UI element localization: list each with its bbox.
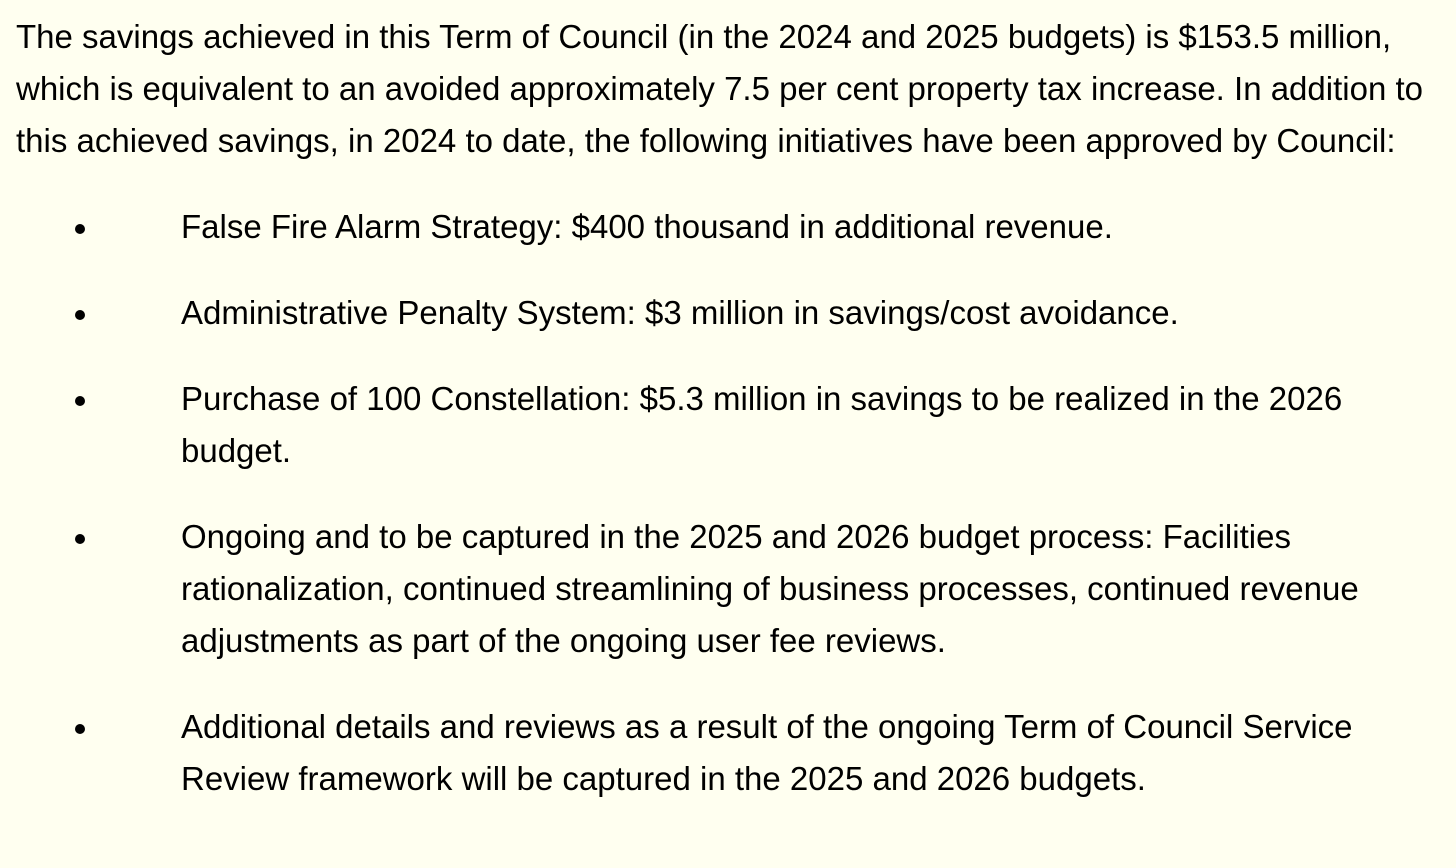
list-item: [16, 287, 1441, 339]
initiative-text: Purchase of 100 Constellation: $5.3 million in savings to be realized in the 2026 budget.: [181, 380, 1343, 469]
list-item: [16, 701, 1441, 805]
bullet-icon: [70, 701, 90, 753]
intro-paragraph: The savings achieved in this Term of Council (in the 2024 and 2025 budgets) is $153.5 million, which is equivalent to an avoided approximately 7.5 per cent property tax increase. In addition to this achieved savings, in 2024 to date, the following initiatives have been approved by Council:: [16, 18, 1423, 159]
list-item: [16, 373, 1441, 477]
initiative-text: Additional details and reviews as a result of the ongoing Term of Council Service Review framework will be captured in the 2025 and 2026 budgets.: [181, 708, 1353, 797]
bullet-icon: [70, 201, 90, 253]
list-item: [16, 511, 1441, 667]
bullet-icon: [70, 287, 90, 339]
initiative-text: Administrative Penalty System: $3 million in savings/cost avoidance.: [181, 294, 1179, 331]
bullet-icon: [70, 373, 90, 425]
initiative-text: Ongoing and to be captured in the 2025 and 2026 budget process: Facilities rationalization, continued streamlining of business processes, continued revenue adjustments as part of the ongoing user fee reviews.: [181, 518, 1359, 659]
bullet-icon: [70, 511, 90, 563]
initiative-text: False Fire Alarm Strategy: $400 thousand in additional revenue.: [181, 208, 1113, 245]
list-item: [16, 201, 1441, 253]
initiatives-list: [16, 201, 1440, 805]
